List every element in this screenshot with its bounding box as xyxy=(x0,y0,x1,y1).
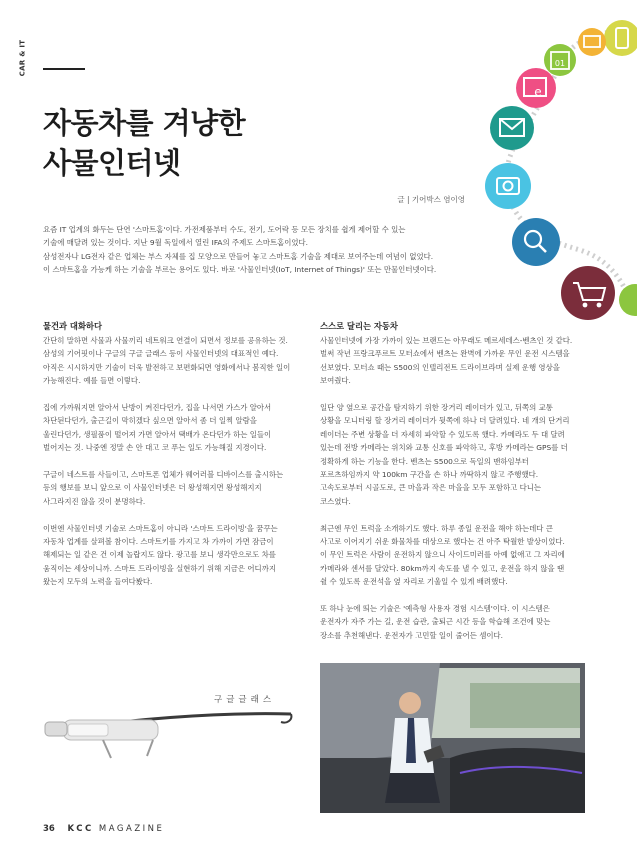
camera-icon xyxy=(485,163,531,209)
paragraph: 이번엔 사물인터넷 기술로 스마트홈이 아니라 '스마트 드라이빙'을 꿈꾸는 자동차 업계를 살펴볼 참이다. 스마트키를 가지고 차 가까이 가면 잠금이 해제되는 일 같은 건 이제 놀랍지도 않다. 광고를 보니 생각만으로도 차를 움직이는 세상이니까. 스마트 드라이빙을 실현하기 위해 지금은 어디까지 왔는지 모두의 노력을 들여다봤다. xyxy=(43,523,278,587)
extra-icon xyxy=(619,284,637,316)
left-column-heading: 물건과 대화하다 xyxy=(43,321,102,331)
right-column xyxy=(320,320,573,656)
section-tag-label: CAR & IT xyxy=(18,39,27,77)
paragraph: 또 하나 눈에 띄는 기술은 '예측형 사용자 경험 시스템'이다. 이 시스템은 운전자가 자주 가는 길, 운전 습관, 출퇴근 시간 등을 학습해 조건에 맞는 장소를 추천해낸다. 운전자가 고민할 일이 줄어든 셈이다. xyxy=(320,604,551,640)
magazine-name-bold: KCC xyxy=(67,824,94,834)
driverless-truck-photo xyxy=(320,663,585,813)
intro-line: 기술에 매달려 있는 것이다. 지난 9월 독일에서 열린 IFA의 주제도 스마트홈이었다. xyxy=(43,238,309,248)
title-rule xyxy=(43,68,85,70)
magazine-name xyxy=(68,824,165,834)
intro-line: 이 스마트홈을 가능케 하는 기술을 부르는 용어도 있다. 바로 '사물인터넷(IoT, Internet of Things)' 또는 만물인터넷이다. xyxy=(43,264,437,274)
intro-text xyxy=(43,223,483,276)
page-footer xyxy=(43,824,164,834)
intro-line: 요즘 IT 업계의 화두는 단연 '스마트홈'이다. 가전제품부터 수도, 전기, 도어락 등 모든 장치를 쉽게 제어할 수 있는 xyxy=(43,225,406,234)
right-column-heading: 스스로 달리는 자동차 xyxy=(320,321,398,331)
paragraph: 최근엔 무인 트럭을 소개하기도 했다. 하루 종일 운전을 해야 하는데다 큰 사고로 이어지기 쉬운 화물차를 대상으로 했다는 건 아주 탁월한 발상이었다. 이 무인 트럭은 사람이 운전하지 않으니 사이드미러를 아예 없애고 그 자리에 카메라와 센서를 달았다. 80km까지 속도를 낼 수 있고, 운전을 하지 않을 땐 쉴 수 있도록 운전석을 옆 자리로 기울일 수 있게 배려했다. xyxy=(320,523,565,587)
iot-icon-chain xyxy=(470,0,637,330)
magazine-name-rest: MAGAZINE xyxy=(93,824,165,834)
paragraph: 일단 양 옆으로 공간을 탐지하기 위한 장거리 레이더가 있고, 뒤쪽의 교통 상황을 모니터링 할 장거리 레이더가 뒷쪽에 하나 더 달려있다. 네 개의 단거리 레이더는 주변 상황을 더 자세히 파악할 수 있도록 했다. 카메라도 두 대 달려 있는데 전방 카메라는 위치와 교통 신호를 파악하고, 후방 카메라는 GPS를 더 정확하게 하는 기능을 한다. 벤츠는 S500으로 독일의 맨하임부터 포르츠하임까지 약 100km 구간을 손 하나 까딱하지 않고 주행했다. 고속도로부터 시골도로, 큰 마을과 작은 마을을 모두 포함하고 다니는 코스였다. xyxy=(320,403,570,506)
left-column xyxy=(43,320,296,602)
search-icon xyxy=(512,218,560,266)
browser-icon xyxy=(516,68,556,108)
intro-line: 삼성전자나 LG전자 같은 업체는 부스 자체를 집 모양으로 만들어 놓고 스마트홈 기술을 제대로 보여주는데 여념이 없었다. xyxy=(43,251,434,261)
tv-icon xyxy=(578,28,606,56)
phone-icon xyxy=(604,20,637,56)
paragraph: 사물인터넷에 가장 가까이 있는 브랜드는 아무래도 메르세데스-벤츠인 것 같다. 벌써 작년 프랑크푸르트 모터쇼에서 벤츠는 완벽에 가까운 무인 운전 시스템을 선보였다. 모터쇼 때는 S500의 인텔리전트 드라이브라며 실제 운행 영상을 보여줬다. xyxy=(320,336,573,386)
paragraph: 간단히 말하면 사물과 사물끼리 네트워크 연결이 되면서 정보를 공유하는 것. 삼성의 기어핏이나 구글의 구글 글래스 등이 사물인터넷의 대표적인 예다. 아직은 시시하지만 기술이 더욱 발전하고 보편화되면 영화에서나 봄직한 일이 가능해진다. 예를 들면 이렇다. xyxy=(43,336,291,386)
calendar-icon xyxy=(544,44,576,76)
calendar-label: 01 xyxy=(554,59,566,68)
mail-icon xyxy=(490,106,534,150)
page-number: 36 xyxy=(43,824,55,834)
section-tag xyxy=(18,40,30,80)
title-line-2: 사물인터넷 xyxy=(43,146,181,180)
glasses-caption: 구글글래스 xyxy=(214,695,276,705)
page-title xyxy=(43,103,245,183)
title-line-1: 자동차를 겨냥한 xyxy=(43,106,246,140)
paragraph: 구글이 네스트를 사들이고, 스마트폰 업체가 웨어러블 디바이스를 출시하는 등의 행보를 보니 앞으로 이 사물인터넷은 더 왕성해지면 왕성해지지 사그라지진 않을 것이 분명하다. xyxy=(43,470,284,506)
byline: 글 | 기어박스 염이영 xyxy=(397,195,465,204)
svg-text:e: e xyxy=(534,85,542,99)
paragraph: 집에 가까워지면 알아서 난방이 켜진다던가, 집을 나서면 가스가 알아서 차단된다던가, 출근길이 막히겠다 싶으면 알아서 좀 더 일찍 알람을 울린다던가, 생필품이 떨어져 가면 알아서 택배가 온다던가 하는 일들이 벌어지는 것. 나중엔 정말 손 안 대고 코 푸는 일도 가능해질 지경이다. xyxy=(43,403,272,453)
cart-icon xyxy=(561,266,615,320)
